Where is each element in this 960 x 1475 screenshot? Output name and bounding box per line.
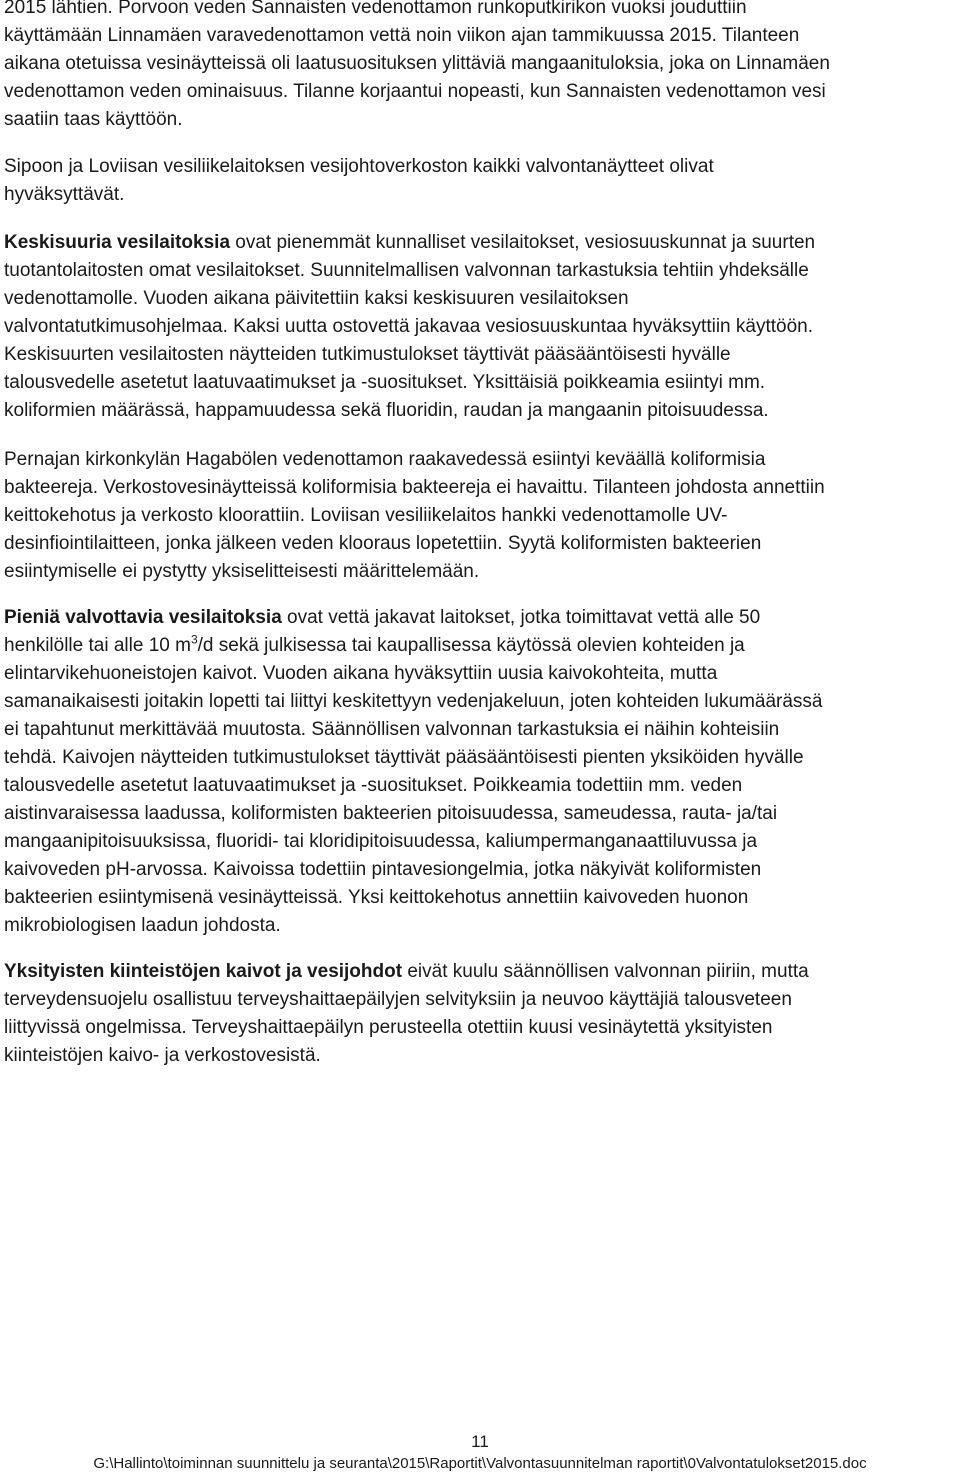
page-number: 11 xyxy=(471,1432,489,1451)
paragraph-sipoo-loviisa xyxy=(4,153,956,209)
bold-heading: Yksityisten kiinteistöjen kaivot ja vesijohdot xyxy=(4,961,403,982)
paragraph-text: 2015 lähtien. Porvoon veden Sannaisten vedenottamon runkoputkirikon vuoksi jouduttiin käyttämään Linnamäen varavedenottamon vettä noin viikon ajan tammikuussa 2015. Tilanteen aikana otetuissa vesinäytteissä oli laatusuosituksen ylittäviä mangaanituloksia, joka on Linnamäen vedenottamon veden ominaisuus. Tilanne korjaantui nopeasti, kun Sannaisten vedenottamon vesi saatiin taas käyttöön. xyxy=(4,0,830,130)
paragraph-porvoo-water xyxy=(4,0,956,134)
paragraph-text: ovat pienemmät kunnalliset vesilaitokset, vesiosuuskunnat ja suurten tuotantolaitosten omat vesilaitokset. Suunnitelmallisen valvonnan tarkastuksia tehtiin yhdeksälle vedenottamolle. Vuoden aikana päivitettiin kaksi keskisuuren vesilaitoksen valvontatutkimusohjelmaa. Kaksi uutta ostovettä jakavaa vesiosuuskuntaa hyväksyttiin käyttöön. Keskisuurten vesilaitosten näytteiden tutkimustulokset täyttivät pääsääntöisesti hyvälle talousvedelle asetetut laatuvaatimukset ja -suositukset. Yksittäisiä poikkeamia esiintyi mm. koliformien määrässä, happamuudessa sekä fluoridin, raudan ja mangaanin pitoisuudessa. xyxy=(4,232,816,421)
paragraph-pernaja xyxy=(4,446,956,586)
paragraph-text: eivät kuulu säännöllisen valvonnan piiriin, mutta terveydensuojelu osallistuu terveyshaittaepäilyjen selvityksiin ja neuvoo käyttäjiä talousveteen liittyvissä ongelmissa. Terveyshaittaepäilyn perusteella otettiin kuusi vesinäytettä yksityisten kiinteistöjen kaivo- ja verkostovesistä. xyxy=(4,961,809,1066)
paragraph-private-wells xyxy=(4,958,956,1070)
bold-heading: Keskisuuria vesilaitoksia xyxy=(4,232,231,253)
paragraph-text: ovat vettä jakavat laitokset, jotka toimittavat vettä alle 50 henkilölle tai alle 10 m xyxy=(4,607,761,656)
paragraph-text: /d sekä julkisessa tai kaupallisessa käytössä olevien kohteiden ja elintarvikehuoneistojen kaivot. Vuoden aikana hyväksyttiin uusia kaivokohteita, mutta samanaikaisesti joitakin lopetti tai liittyi keskitettyyn vedenjakeluun, joten kohteiden lukumäärässä ei tapahtunut merkittävää muutosta. Säännöllisen valvonnan tarkastuksia ei näihin kohteisiin tehdä. Kaivojen näytteiden tutkimustulokset täyttivät pääsääntöisesti pienten yksiköiden hyvälle talousvedelle asetetut laatuvaatimukset ja -suositukset. Poikkeamia todettiin mm. veden aistinvaraisessa laadussa, koliformisten bakteerien pitoisuudessa, sameudessa, rauta- ja/tai mangaanipitoisuuksissa, fluoridi- tai kloridipitoisuudessa, kaliumpermanganaattiluvussa ja kaivoveden pH-arvossa. Kaivoissa todettiin pintavesiongelmia, jotka näkyivät koliformisten bakteerien esiintymisenä vesinäytteissä. Yksi keittokehotus annettiin kaivoveden huonon mikrobiologisen laadun johdosta. xyxy=(4,635,823,936)
footer-file-path: G:\Hallinto\toiminnan suunnittelu ja seuranta\2015\Raportit\Valvontasuunnitelman raportit\0Valvontatulokset2015.doc xyxy=(93,1455,867,1472)
paragraph-small-waterworks xyxy=(4,604,956,940)
superscript: 3 xyxy=(190,632,198,647)
paragraph-text: Pernajan kirkonkylän Hagabölen vedenottamon raakavedessä esiintyi keväällä koliformisia bakteereja. Verkostovesinäytteissä koliformisia bakteereja ei havaittu. Tilanteen johdosta annettiin keittokehotus ja verkosto kloorattiin. Loviisan vesiliikelaitos hankki vedenottamolle UV- desinfiointilaitteen, jonka jälkeen veden klooraus lopetettiin. Syytä koliformisten bakteerien esiintymiselle ei pystytty yksiselitteisesti määrittelemään. xyxy=(4,449,825,582)
paragraph-medium-waterworks xyxy=(4,229,956,425)
paragraph-text: Sipoon ja Loviisan vesiliikelaitoksen vesijohtoverkoston kaikki valvontanäytteet olivat hyväksyttävät. xyxy=(4,156,714,205)
bold-heading: Pieniä valvottavia vesilaitoksia xyxy=(4,607,282,628)
